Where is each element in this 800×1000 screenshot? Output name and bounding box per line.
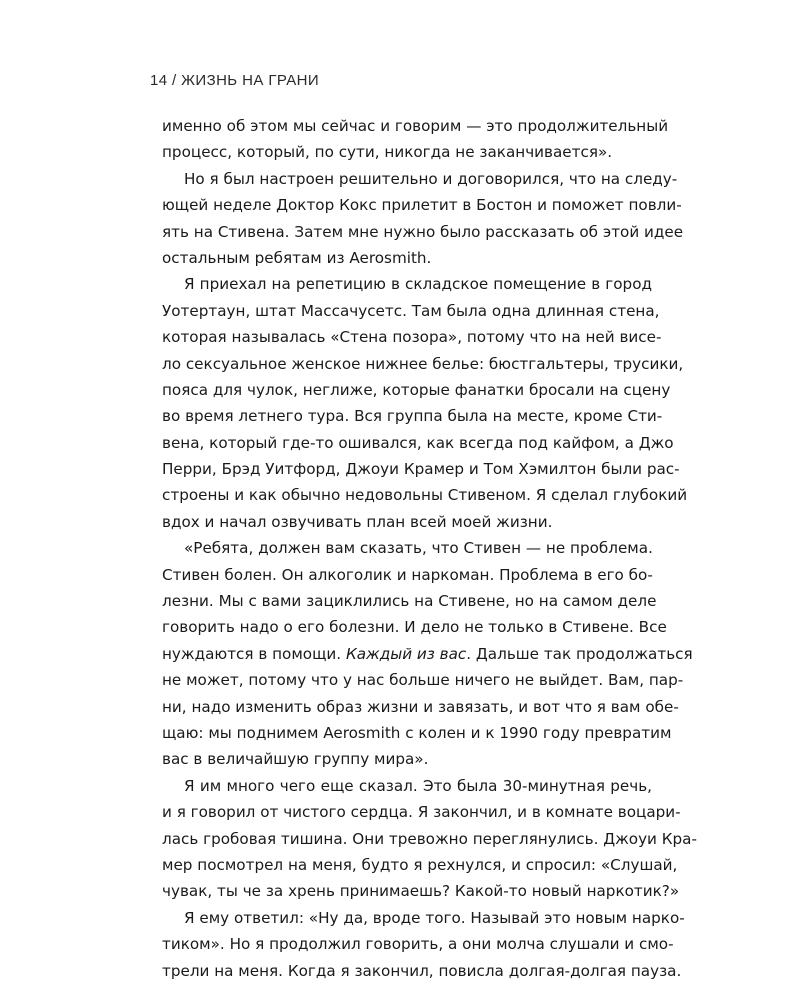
text-line: щаю: мы поднимем Aerosmith с колен и к 1990 году превратим (162, 723, 672, 742)
text-line: трели на меня. Когда я закончил, повисла долгая-долгая пауза. (162, 961, 682, 980)
text-line: ющей неделе Доктор Кокс прилетит в Бостон и поможет повли- (162, 196, 682, 215)
text-line: остальным ребятам из Aerosmith. (162, 248, 432, 267)
running-head: 14 / ЖИЗНЬ НА ГРАНИ (150, 72, 320, 89)
text-line: вас в величайшую группу мира». (162, 750, 429, 769)
body-text (162, 113, 697, 984)
text-line: говорить надо о его болезни. И дело не только в Стивене. Все (162, 618, 667, 637)
text-line: ять на Стивена. Затем мне нужно было рассказать об этой идее (162, 222, 684, 241)
text-line: во время летнего тура. Вся группа была на месте, кроме Сти- (162, 407, 663, 426)
text-line: ло сексуальное женское нижнее белье: бюстгальтеры, трусики, (162, 354, 684, 373)
text-line: пояса для чулок, неглиже, которые фанатки бросали на сцену (162, 380, 671, 399)
text-segment: . Дальше так продолжаться (466, 644, 693, 663)
text-line: лезни. Мы с вами зациклились на Стивене, но на самом деле (162, 592, 657, 611)
text-line: Уотертаун, штат Массачусетс. Там была одна длинная стена, (162, 301, 660, 320)
text-line: «Ребята, должен вам сказать, что Стивен — не проблема. (184, 539, 653, 558)
text-line (162, 641, 693, 667)
text-line: не может, потому что у нас больше ничего не выйдет. Вам, пар- (162, 671, 684, 690)
text-segment: нуждаются в помощи. (162, 644, 346, 663)
text-line: лась гробовая тишина. Они тревожно переглянулись. Джоуи Кра- (162, 829, 697, 848)
text-line: вена, который где-то ошивался, как всегда под кайфом, а Джо (162, 433, 674, 452)
text-line: именно об этом мы сейчас и говорим — это продолжительный (162, 117, 669, 135)
text-line: Я им много чего еще сказал. Это была 30-минутная речь, (184, 776, 652, 795)
text-line: чувак, ты че за хрень принимаешь? Какой-то новый наркотик?» (162, 882, 680, 901)
text-line: Стивен болен. Он алкоголик и наркоман. Проблема в его бо- (162, 565, 653, 584)
text-line: вдох и начал озвучивать план всей моей жизни. (162, 512, 553, 531)
text-line: Я ему ответил: «Ну да, вроде того. Называй это новым нарко- (184, 908, 685, 927)
text-line: которая называлась «Стена позора», потому что на ней висе- (162, 328, 662, 347)
text-line: тиком». Но я продолжил говорить, а они молча слушали и смо- (162, 935, 674, 954)
text-line: и я говорил от чистого сердца. Я закончил, и в комнате воцари- (162, 803, 681, 822)
text-line: Но я был настроен решительно и договорился, что на следу- (184, 169, 678, 188)
text-line: ни, надо изменить образ жизни и завязать, и вот что я вам обе- (162, 697, 679, 716)
text-line: Перри, Брэд Уитфорд, Джоуи Крамер и Том Хэмилтон были рас- (162, 460, 680, 479)
text-line: мер посмотрел на меня, будто я рехнулся, и спросил: «Слушай, (162, 855, 678, 874)
italic-emphasis: Каждый из вас (345, 644, 467, 663)
text-line: процесс, который, по сути, никогда не заканчивается». (162, 143, 613, 162)
text-line: строены и как обычно недовольны Стивеном. Я сделал глубокий (162, 486, 688, 505)
text-line: Я приехал на репетицию в складское помещение в город (184, 275, 652, 294)
